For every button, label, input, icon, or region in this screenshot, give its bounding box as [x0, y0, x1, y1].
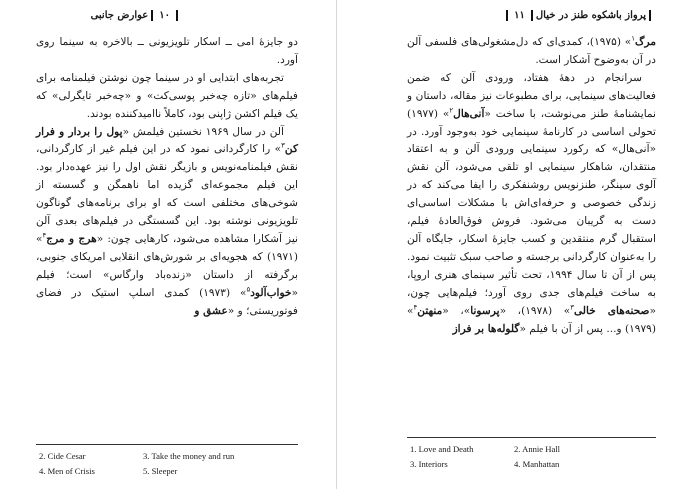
- footnote: 4. Manhattan: [514, 459, 560, 469]
- page-number: ۱۱: [514, 9, 525, 21]
- left-page-header: [61, 6, 181, 24]
- film-title: آنی‌هال: [453, 107, 485, 120]
- right-page: [337, 0, 674, 489]
- film-title: هرج و مرج: [46, 232, 97, 245]
- footnote: 2. Annie Hall: [514, 444, 561, 454]
- footnote: 2. Cide Cesar: [39, 451, 86, 461]
- footnote: 3. Take the money and run: [143, 451, 235, 461]
- paragraph: سرانجام در دههٔ هفتاد، ورودی آلن که ضمن فعالیت‌های سینمایی، برای مطبوعات نیز مقاله، داستان و نمایشنامهٔ طنز می‌نوشت، با ساخت «آنی‌هال$^۲$» (۱۹۷۷) تحولی اساسی در کارنامهٔ سینمایی خود به‌وجود آورد. در «آنی‌هال» که رکورد سینمایی ورودی آلن و به اعتقاد منتقدان، شاهکار سینمایی او تلقی می‌شود، آلن نقش آلوی سینگر، طنزنویس روشنفکری را ایفا می‌کند که در زندگی خصوصی و حرفه‌ای‌اش با مشکلات اساسی‌ای دست به گریبان می‌شود. فروش فوق‌العادهٔ فیلم، استقبال گرم منتقدین و کسب جایزهٔ اسکار، جایگاه آلن را به‌عنوان کارگردانی برجسته و صاحب سبک تثبیت نمود. پس از آن تا سال ۱۹۹۴، تحت تأثیر سینمای هنری اروپا، به ساخت فیلم‌های جدی روی آورد؛ فیلم‌هایی چون، «صحنه‌های خالی$^۳$» (۱۹۷۸)، «پرسونا»، «منهتن$^۴$» (۱۹۷۹) و... پس از آن با فیلم «گلوله‌ها بر فراز: [407, 71, 657, 335]
- paragraph: مرگ$^۱$» (۱۹۷۵)، کمدی‌ای که دل‌مشغولی‌های فلسفی آلن در آن به‌وضوح آشکار است.: [407, 34, 657, 66]
- running-title: عوارض جانبی: [90, 9, 149, 21]
- header-bar: [649, 10, 651, 21]
- paragraph: آلن در سال ۱۹۶۹ نخستین فیلمش «پول‌ را بردار و فرار کن$^۳$» را کارگردانی نمود که در این فیلم غیر از کارگردانی، نقش فیلمنامه‌نویس و بازیگر نقش اول را نیز عهده‌دار بود. این فیلم مجموعه‌ای گزیده اما ناهمگن و گسسته از شوخی‌های مختلفی است که او برای برنامه‌های گوناگون تلویزیونی نوشته بود. این گسستگی در فیلم‌های بعدی آلن نیز آشکارا مشاهده می‌شود، کارهایی چون: «هرج و مرج$^۴$» (۱۹۷۱) که هجویه‌ای بر شورش‌های انقلابی امریکای جنوبی، برگرفته از داستان «زنده‌باد وارگاس» است؛ فیلم «خواب‌آلود$^۵$» (۱۹۷۳) کمدی اسلپ استیک در فضای فوتوریستی؛ و «عشق و: [36, 125, 299, 317]
- footnote-ref: ۴: [413, 303, 418, 312]
- film-title: صحنه‌های خالی: [573, 304, 650, 317]
- page-number: ۱۰: [159, 9, 170, 21]
- footnote: 4. Men of Crisis: [39, 466, 95, 476]
- running-title: پرواز باشکوه طنز در خیال: [535, 9, 646, 21]
- right-footnotes: [410, 442, 650, 472]
- film-title: عشق و: [194, 304, 228, 317]
- left-page-body: [36, 34, 298, 321]
- header-bar: [176, 10, 178, 21]
- footnote-ref: ۱: [631, 34, 635, 43]
- film-title: خواب‌آلود: [250, 286, 292, 299]
- film-title: پرسونا: [470, 304, 500, 317]
- film-title: گلوله‌ها بر فراز: [452, 322, 520, 335]
- paragraph: دو جایزهٔ امی ــ اسکار تلویزیونی ــ بالاخره به سینما روی آورد.: [36, 36, 298, 66]
- right-page-header: [434, 6, 654, 24]
- film-title: مرگ: [635, 36, 657, 48]
- footnote: 3. Interiors: [410, 459, 448, 469]
- header-bar: [531, 10, 533, 21]
- footnote: 1. Love and Death: [410, 444, 474, 454]
- footnote-ref: ۵: [246, 285, 251, 294]
- footnote-ref: ۲: [449, 106, 454, 115]
- left-footnotes: [39, 449, 279, 479]
- film-title: منهتن: [417, 304, 443, 317]
- header-bar: [506, 10, 508, 21]
- footnote-ref: ۳: [570, 303, 574, 312]
- paragraph: تجربه‌های ابتدایی او در سینما چون نوشتن فیلمنامه برای فیلم‌های «تازه چه‌خبر پوسی‌کت» و «چه‌خبر تایگرلی» که یک فیلم اکشن ژاپنی بود، کاملاً ناامیدکننده بودند.: [36, 71, 298, 120]
- right-page-body: [407, 34, 656, 338]
- footnote-ref: ۳: [281, 141, 285, 150]
- film-title: پول‌ را بردار و فرار کن: [36, 125, 298, 156]
- header-bar: [151, 10, 153, 21]
- footnote-divider: [36, 444, 298, 445]
- footnote-ref: ۴: [42, 231, 47, 240]
- footnote: 5. Sleeper: [143, 466, 178, 476]
- footnote-divider: [407, 437, 656, 438]
